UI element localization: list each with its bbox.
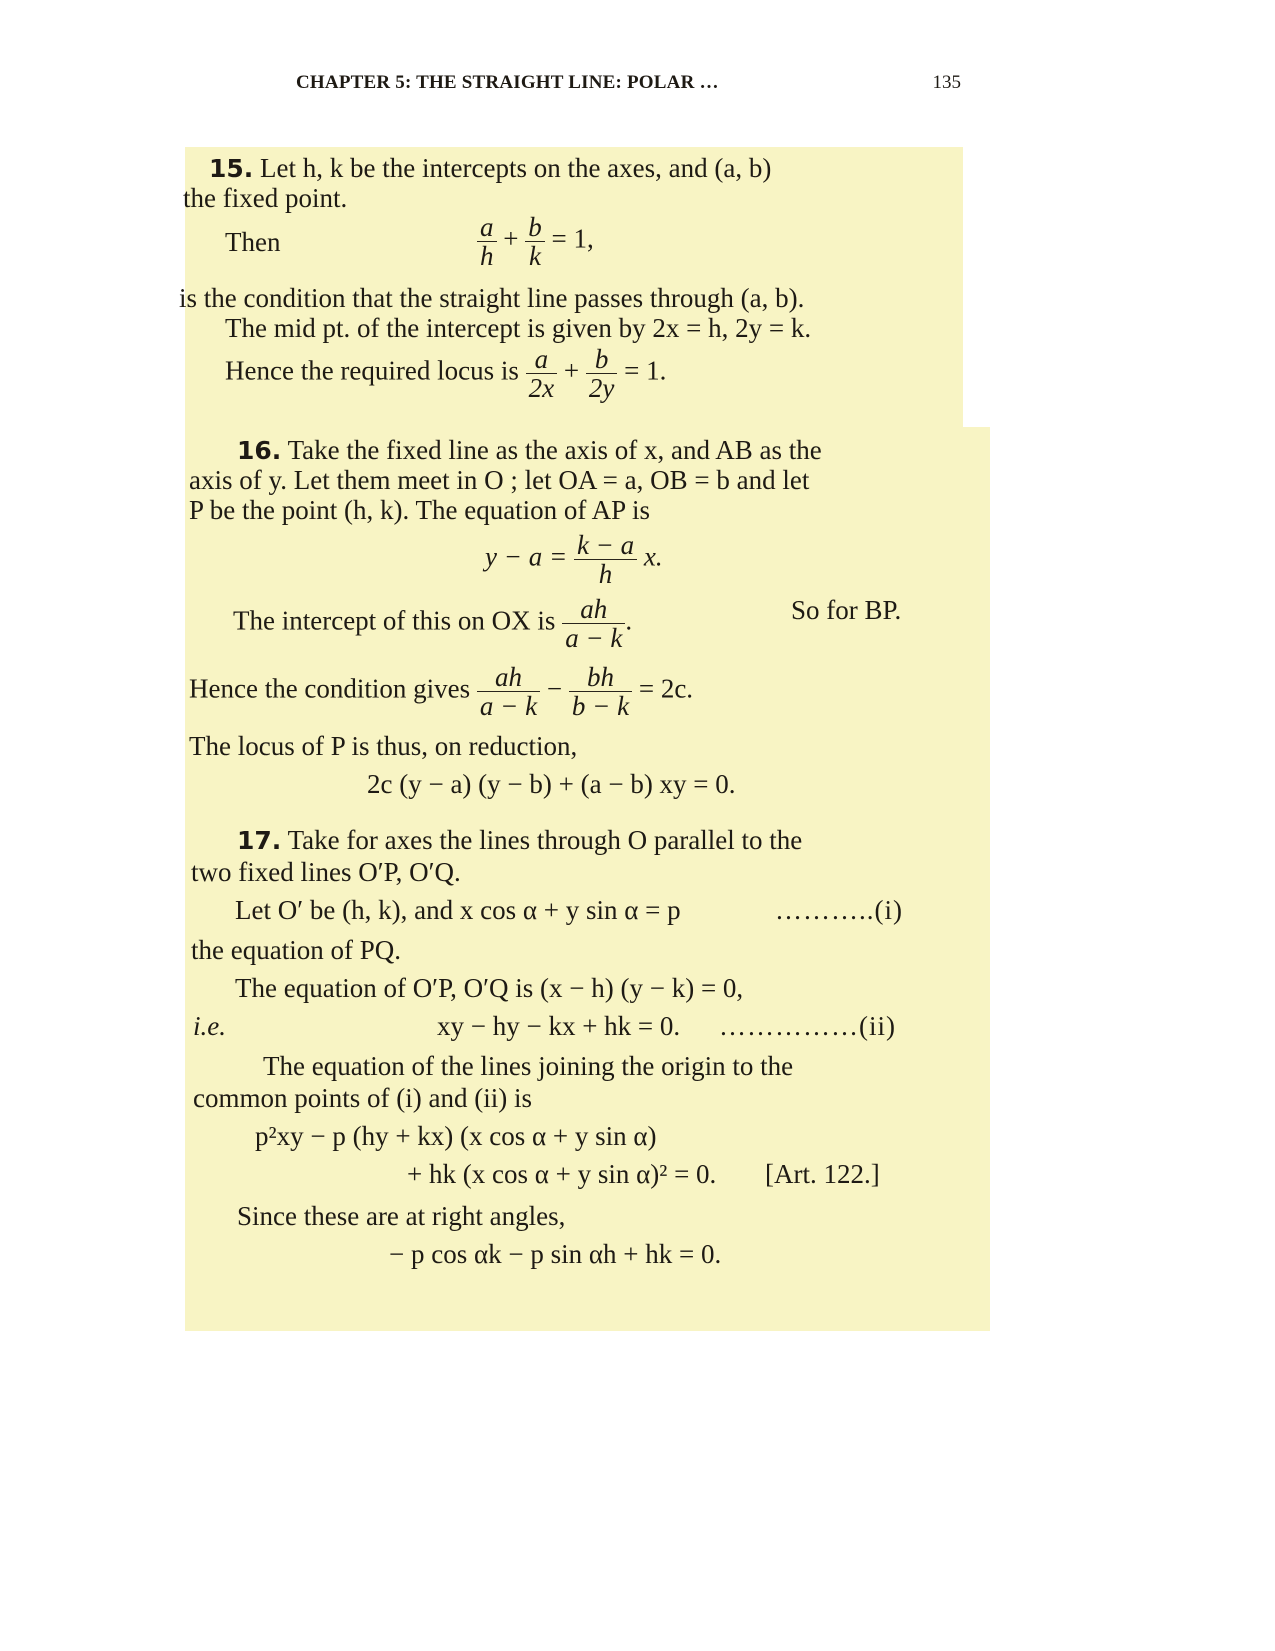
fraction-ah-over-a-minus-k	[477, 663, 540, 720]
article-reference: [Art. 122.]	[765, 1159, 880, 1189]
p17-ie: i.e.	[193, 1011, 226, 1041]
p16-equation-1	[485, 531, 663, 588]
p16-line-2: axis of y. Let them meet in O ; let OA = a, OB = b and let	[189, 465, 810, 495]
p15-equation-1: $\frac{a}{h}$ + $\frac{b}{k}$ = 1,	[477, 213, 594, 270]
frac-num: bh	[586, 662, 614, 692]
fraction-ah-over-a-minus-k	[562, 595, 625, 652]
p17-line-5: The equation of O′P, O′Q is (x − h) (y − k) = 0,	[235, 973, 744, 1003]
p16-condition-text: Hence the condition gives	[189, 673, 471, 704]
p17-text-1: Take for axes the lines through O parallel to the	[287, 825, 803, 855]
frac-num: ah	[580, 594, 608, 624]
p17-line-4: the equation of PQ.	[191, 935, 401, 965]
equals-one: = 1.	[624, 355, 667, 386]
fraction-b-over-2y	[586, 345, 617, 402]
fraction-a-over-2x	[526, 345, 557, 402]
fraction-a-over-h	[477, 213, 497, 270]
p16-text-1: Take the fixed line as the axis of x, and AB as the	[287, 435, 822, 465]
scan-problems-16-17	[185, 427, 990, 1331]
p17-number: 17.	[237, 826, 282, 855]
frac-den: h	[574, 559, 637, 588]
p16-line-6: Hence the condition gives $\frac{ah}{a - k}$ − $\frac{bh}{b - k}$ = 2c.	[189, 662, 694, 721]
p15-line-4: is the condition that the straight line passes through (a, b).	[179, 283, 805, 313]
p17-line-10: + hk (x cos α + y sin α)² = 0.	[407, 1159, 717, 1189]
frac-num: b	[528, 212, 542, 242]
frac-num: a	[480, 212, 494, 242]
period: .	[625, 605, 633, 636]
p15-line-2: the fixed point.	[183, 183, 348, 213]
frac-num: k − a	[576, 530, 635, 560]
p17-line-12: − p cos αk − p sin αh + hk = 0.	[389, 1239, 722, 1269]
p17-line-9: p²xy − p (hy + kx) (x cos α + y sin α)	[255, 1121, 657, 1151]
frac-den: a − k	[562, 623, 625, 652]
p15-line-5: The mid pt. of the intercept is given by 2x = h, 2y = k.	[225, 313, 812, 343]
p16-line-7: The locus of P is thus, on reduction,	[189, 731, 578, 761]
scan-problem-15	[179, 147, 963, 427]
p16-number: 16.	[237, 436, 282, 465]
p17-line-11: Since these are at right angles,	[237, 1201, 566, 1231]
frac-den: a − k	[477, 691, 540, 720]
p17-line-6: xy − hy − kx + hk = 0.	[437, 1011, 681, 1041]
p16-line-8: 2c (y − a) (y − b) + (a − b) xy = 0.	[367, 769, 736, 799]
frac-num: a	[534, 344, 549, 374]
chapter-title: CHAPTER 5: THE STRAIGHT LINE: POLAR …	[296, 72, 719, 93]
frac-den: k	[525, 241, 545, 270]
p17-tag-ii: ……………(ii)	[719, 1011, 896, 1041]
p16-line-5b: So for BP.	[791, 595, 902, 625]
frac-den: b − k	[569, 691, 632, 720]
eq-rhs: x.	[643, 541, 663, 572]
page-number: 135	[932, 72, 961, 93]
page-header	[296, 72, 961, 102]
eq-lhs: y − a =	[485, 541, 568, 572]
frac-den: 2y	[586, 373, 617, 402]
p16-line-1	[237, 435, 822, 466]
equals-one: = 1,	[551, 223, 594, 254]
p15-line-1	[209, 153, 771, 184]
p15-then: Then	[225, 227, 281, 257]
equals-2c: = 2c.	[638, 673, 694, 704]
fraction-bh-over-b-minus-k	[569, 663, 632, 720]
frac-den: 2x	[526, 373, 557, 402]
frac-num: b	[594, 344, 609, 374]
p17-tag-i: ………..(i)	[775, 895, 903, 925]
p17-line-8: common points of (i) and (ii) is	[193, 1083, 532, 1113]
fraction-b-over-k	[525, 213, 545, 270]
p15-text-1: Let h, k be the intercepts on the axes, and (a, b)	[260, 153, 772, 183]
p15-line-6: Hence the required locus is $\frac{a}{2x}$ + $\frac{b}{2y}$ = 1.	[225, 344, 667, 403]
p17-line-3: Let O′ be (h, k), and x cos α + y sin α = p	[235, 895, 681, 925]
p17-line-1	[237, 825, 802, 856]
p17-line-2: two fixed lines O′P, O′Q.	[191, 857, 461, 887]
p17-line-7: The equation of the lines joining the origin to the	[263, 1051, 794, 1081]
p16-line-3: P be the point (h, k). The equation of AP is	[189, 495, 650, 525]
frac-den: h	[477, 241, 497, 270]
p16-intercept-text: The intercept of this on OX is	[233, 605, 556, 636]
frac-num: ah	[495, 662, 523, 692]
fraction-k-minus-a-over-h	[574, 531, 637, 588]
p15-locus-text: Hence the required locus is	[225, 355, 519, 386]
p16-line-5	[233, 595, 632, 652]
p15-number: 15.	[209, 154, 254, 183]
